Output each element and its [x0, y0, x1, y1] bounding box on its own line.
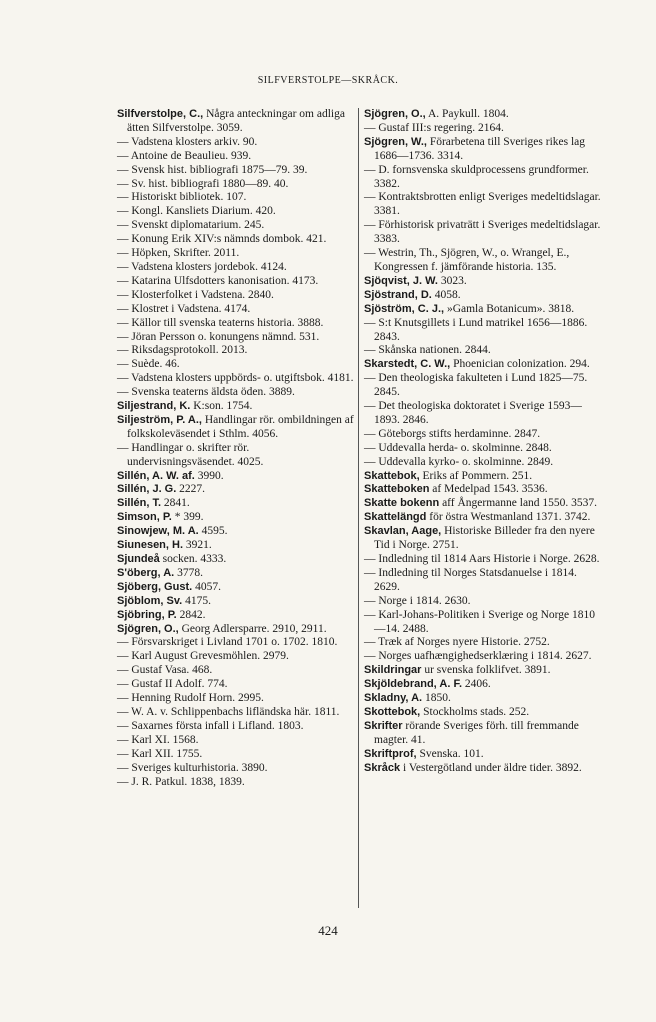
entry-text: Eriks af Pommern. 251. [422, 469, 533, 482]
entry-text: — Uddevalla herda- o. skolminne. 2848. [364, 441, 552, 454]
entry-author: Siunesen, H. [117, 539, 184, 552]
index-entry [364, 692, 604, 706]
entry-text: — Katarina Ulfsdotters kanonisation. 4173. [117, 274, 319, 287]
entry-text: Georg Adlersparre. 2910, 2911. [181, 622, 327, 635]
index-entry [117, 205, 357, 219]
entry-text: — Karl-Johans-Politiken i Sverige og Norge 1810—14. 2488. [364, 608, 596, 635]
entry-author: Skottebok, [364, 705, 421, 718]
index-entry [364, 358, 604, 372]
entry-author: Sjögren, O., [364, 108, 426, 120]
index-entry [117, 692, 357, 706]
index-entry [117, 623, 357, 637]
entry-text: — Vadstena klosters uppbörds- o. utgiftsbok. 4181. [117, 372, 354, 385]
index-entry [364, 748, 604, 762]
index-entry [117, 525, 357, 539]
entry-author: Silfverstolpe, C., [117, 108, 204, 120]
index-entry [364, 219, 604, 247]
entry-author: Sjöberg, Gust. [117, 580, 193, 593]
index-entry [117, 776, 357, 790]
index-entry [364, 609, 604, 637]
entry-text: 3921. [185, 539, 212, 552]
index-entry [117, 595, 357, 609]
entry-text: — Suède. 46. [117, 358, 180, 371]
entry-text: — Jöran Persson o. konungens nämnd. 531. [117, 330, 320, 343]
index-entry [117, 136, 357, 150]
index-entry [364, 164, 604, 192]
index-entry [117, 219, 357, 233]
entry-text: — Förhistorisk privaträtt i Sveriges medeltidslagar. 3383. [364, 219, 601, 246]
column-divider [358, 108, 359, 908]
entry-text: socken. 4333. [162, 553, 227, 565]
entry-author: Sjöbring, P. [117, 608, 177, 621]
index-entry [117, 331, 357, 345]
entry-author: Skavlan, Aage, [364, 525, 442, 538]
index-entry [364, 400, 604, 428]
index-entry [117, 678, 357, 692]
entry-text: — Antoine de Beaulieu. 939. [117, 149, 252, 162]
index-entry [364, 122, 604, 136]
entry-author: Sjöström, C. J., [364, 302, 445, 315]
index-entry [364, 303, 604, 317]
entry-author: Skatteboken [364, 483, 430, 496]
entry-text: — Klostret i Vadstena. 4174. [117, 302, 251, 315]
index-entry [364, 191, 604, 219]
index-entry [117, 108, 357, 136]
index-entry [364, 456, 604, 470]
index-entry [117, 414, 357, 442]
entry-text: Phoenician colonization. 294. [453, 358, 590, 371]
entry-text: Förarbetena till Sveriges rikes lag 1686—1736. 3314. [374, 135, 586, 162]
entry-author: Sinowjew, M. A. [117, 525, 199, 538]
entry-text: — Kongl. Kansliets Diarium. 420. [117, 205, 276, 218]
index-entry [117, 191, 357, 205]
entry-text: 2842. [179, 608, 206, 621]
index-entry [117, 150, 357, 164]
index-entry [364, 762, 604, 776]
entry-author: Skrifter [364, 719, 403, 732]
entry-text: 4057. [195, 580, 221, 593]
entry-text: — Riksdagsprotokoll. 2013. [117, 344, 248, 357]
index-entry [117, 720, 357, 734]
entry-text: ur svenska folklifvet. 3891. [424, 664, 551, 677]
entry-text: 3778. [177, 566, 203, 579]
index-entry [364, 553, 604, 567]
entry-text: — Norge i 1814. 2630. [364, 594, 471, 607]
entry-text: 2227. [179, 483, 206, 496]
index-entry [364, 567, 604, 595]
index-entry [117, 178, 357, 192]
entry-text: — J. R. Patkul. 1838, 1839. [117, 775, 245, 788]
entry-text: — Træk af Norges nyere Historie. 2752. [364, 636, 550, 649]
index-entry [364, 706, 604, 720]
entry-text: Historiske Billeder fra den nyere Tid i Norge. 2751. [374, 525, 595, 552]
entry-author: Sjöstrand, D. [364, 288, 432, 301]
index-entry [117, 497, 357, 511]
index-entry [364, 595, 604, 609]
index-entry [364, 442, 604, 456]
entry-author: Skråck [364, 761, 401, 774]
entry-text: — Sveriges kulturhistoria. 3890. [117, 761, 268, 774]
entry-text: — Indledning til 1814 Aars Historie i Norge. 2628. [364, 553, 600, 565]
index-entry [117, 344, 357, 358]
index-entry [117, 650, 357, 664]
entry-text: — Westrin, Th., Sjögren, W., o. Wrangel, E., Kongressen f. jämförande historia. 135. [364, 247, 570, 273]
index-entry [364, 470, 604, 484]
entry-text: — Källor till svenska teaterns historia. 3888. [117, 316, 324, 329]
index-entry [117, 164, 357, 178]
entry-text: — Indledning til Norges Statsdanuelse i 1814. 2629. [364, 566, 577, 593]
entry-text: — Gustaf Vasa. 468. [117, 664, 213, 677]
entry-text: — Handlingar o. skrifter rör. undervisningsväsendet. 4025. [117, 441, 264, 468]
index-entry [117, 734, 357, 748]
entry-text: — Gustaf III:s regering. 2164. [364, 121, 504, 134]
entry-text: 3990. [197, 469, 224, 482]
entry-text: — Svensk hist. bibliografi 1875—79. 39. [117, 163, 308, 176]
index-entry [364, 664, 604, 678]
index-entry [117, 762, 357, 776]
entry-text: 1850. [424, 692, 451, 705]
entry-text: — Karl XI. 1568. [117, 733, 199, 746]
entry-author: Sillén, T. [117, 497, 162, 510]
index-entry [117, 442, 357, 470]
entry-text: — D. fornsvenska skuldprocessens grundformer. 3382. [364, 163, 589, 190]
entry-text: — Det theologiska doktoratet i Sverige 1593—1893. 2846. [364, 400, 582, 426]
entry-text: — W. A. v. Schlippenbachs lifländska här. 1811. [117, 705, 340, 718]
index-entry [117, 748, 357, 762]
index-entry [117, 303, 357, 317]
entry-author: Sjundeå [117, 553, 160, 565]
entry-text: — Höpken, Skrifter. 2011. [117, 247, 240, 260]
entry-text: — Norges uafhængighedserklæring i 1814. 2627. [364, 650, 592, 663]
entry-text: Handlingar rör. ombildningen af folkskoleväsendet i Sthlm. 4056. [127, 413, 354, 440]
entry-author: Skattelängd [364, 511, 427, 524]
index-entry [117, 233, 357, 247]
index-entry [117, 372, 357, 386]
left-column [117, 108, 357, 789]
entry-text: rörande Sveriges förh. till fremmande magter. 41. [374, 719, 579, 746]
index-entry [364, 720, 604, 748]
entry-text: — Gustaf II Adolf. 774. [117, 678, 228, 691]
entry-text: aff Ångermanne land 1550. 3537. [442, 497, 598, 510]
entry-author: S'öberg, A. [117, 566, 175, 579]
entry-author: Sillén, J. G. [117, 483, 177, 496]
index-entry [364, 483, 604, 497]
entry-author: Skriftprof, [364, 747, 417, 760]
entry-author: Siljestrand, K. [117, 400, 191, 413]
entry-author: Sjögren, W., [364, 135, 427, 148]
index-entry [364, 289, 604, 303]
index-entry [117, 636, 357, 650]
page-number: 424 [318, 923, 338, 938]
index-entry [117, 539, 357, 553]
entry-author: Skladny, A. [364, 692, 423, 705]
entry-author: Sillén, A. W. af. [117, 469, 195, 482]
entry-text: — Saxarnes första infall i Lifland. 1803. [117, 719, 304, 732]
index-entry [364, 372, 604, 400]
entry-text: * 399. [174, 511, 204, 524]
entry-text: 2406. [464, 678, 491, 691]
index-entry [364, 317, 604, 345]
entry-text: Svenska. 101. [419, 747, 484, 760]
index-entry [117, 609, 357, 623]
index-entry [117, 400, 357, 414]
entry-text: — Skånska nationen. 2844. [364, 344, 491, 357]
entry-text: — Vadstena klosters jordebok. 4124. [117, 260, 287, 273]
index-entry [364, 247, 604, 275]
entry-text: — Vadstena klosters arkiv. 90. [117, 135, 258, 148]
index-entry [364, 636, 604, 650]
index-entry [117, 358, 357, 372]
entry-author: Simson, P. [117, 511, 172, 524]
entry-author: Skjöldebrand, A. F. [364, 678, 462, 691]
index-entry [117, 511, 357, 525]
entry-text: — Karl XII. 1755. [117, 747, 203, 760]
entry-author: Sjögren, O., [117, 622, 179, 635]
index-entry [117, 706, 357, 720]
entry-text: — Konung Erik XIV:s nämnds dombok. 421. [117, 233, 327, 246]
index-entry [364, 275, 604, 289]
entry-text: — Svenskt diplomatarium. 245. [117, 219, 265, 232]
entry-text: K:son. 1754. [193, 400, 253, 413]
entry-text: — Kontraktsbrotten enligt Sveriges medeltidslagar. 3381. [364, 191, 601, 218]
index-entry [364, 136, 604, 164]
running-head: SILFVERSTOLPE—SKRÅCK. [257, 75, 399, 86]
entry-text: A. Paykull. 1804. [427, 108, 509, 120]
index-entry [364, 428, 604, 442]
index-entry [364, 108, 604, 122]
entry-text: — Uddevalla kyrko- o. skolminne. 2849. [364, 455, 554, 468]
entry-author: Skildringar [364, 664, 422, 677]
index-entry [364, 511, 604, 525]
index-entry [117, 483, 357, 497]
index-entry [364, 650, 604, 664]
entry-text: 4175. [185, 594, 211, 607]
index-entry [117, 553, 357, 567]
index-entry [117, 247, 357, 261]
index-entry [117, 275, 357, 289]
index-entry [364, 497, 604, 511]
entry-author: Skarstedt, C. W., [364, 358, 451, 371]
entry-text: i Vestergötland under äldre tider. 3892. [402, 761, 582, 774]
entry-text: 4058. [434, 288, 461, 301]
index-entry [117, 581, 357, 595]
entry-text: — Sv. hist. bibliografi 1880—89. 40. [117, 177, 289, 190]
index-entry [117, 567, 357, 581]
entry-text: — S:t Knutsgillets i Lund matrikel 1656—1886. 2843. [364, 316, 588, 343]
entry-text: — Historiskt bibliotek. 107. [117, 191, 247, 204]
entry-text: af Medelpad 1543. 3536. [432, 483, 548, 496]
entry-text: 3023. [440, 274, 467, 287]
entry-author: Sjöqvist, J. W. [364, 274, 438, 287]
entry-text: — Göteborgs stifts herdaminne. 2847. [364, 427, 541, 440]
entry-author: Skatte bokenn [364, 497, 440, 510]
entry-text: — Försvarskriget i Livland 1701 o. 1702. 1810. [117, 636, 338, 649]
entry-text: »Gamla Botanicum». 3818. [446, 302, 575, 315]
entry-author: Sjöblom, Sv. [117, 594, 183, 607]
entry-text: Stockholms stads. 252. [423, 705, 530, 718]
entry-author: Siljeström, P. A., [117, 413, 202, 426]
entry-text: — Den theologiska fakulteten i Lund 1825—75. 2845. [364, 372, 588, 399]
index-entry [364, 344, 604, 358]
index-entry [364, 525, 604, 553]
entry-text: Några anteckningar om adliga ätten Silfverstolpe. 3059. [127, 108, 345, 134]
index-entry [117, 664, 357, 678]
entry-author: Skattebok, [364, 469, 420, 482]
entry-text: — Svenska teaterns äldsta öden. 3889. [117, 386, 295, 399]
entry-text: 2841. [163, 497, 190, 510]
entry-text: — Henning Rudolf Horn. 2995. [117, 692, 264, 705]
entry-text: — Karl August Grevesmöhlen. 2979. [117, 650, 289, 663]
index-entry [117, 386, 357, 400]
index-entry [117, 289, 357, 303]
index-entry [117, 470, 357, 484]
entry-text: 4595. [201, 525, 228, 538]
entry-text: — Klosterfolket i Vadstena. 2840. [117, 288, 274, 301]
right-column [364, 108, 604, 776]
index-entry [117, 261, 357, 275]
index-entry [117, 317, 357, 331]
index-entry [364, 678, 604, 692]
entry-text: för östra Westmanland 1371. 3742. [429, 511, 591, 524]
